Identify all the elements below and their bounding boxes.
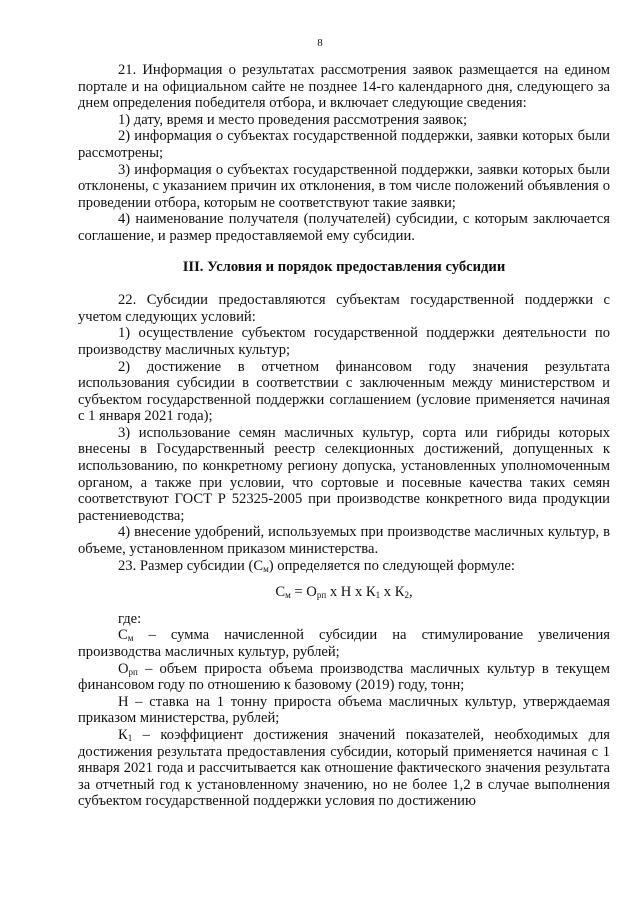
definition-cm: $С_м$ – сумма начисленной субсидии на стимулирование увеличения производства масличных культур, рублей; xyxy=(78,627,610,660)
section-heading: III. Условия и порядок предоставления субсидии xyxy=(182,258,506,275)
definition-orp: $О_{рп}$ – объем прироста объема производства масличных культур в текущем финансовом году по отношению к базовому (2019) году, тонн; xyxy=(78,660,610,694)
paragraph-21-item-3: 3) информация о субъектах государственной поддержки, заявки которых были отклонены, с указанием причин их отклонения, в том числе положений объявления о проведении отбора, которым не соответствуют такие заявки; xyxy=(78,161,610,211)
document-body xyxy=(78,62,610,810)
paragraph-22-item-4: 4) внесение удобрений, используемых при производстве масличных культур, в объеме, установленном приказом министерства. xyxy=(78,524,610,558)
paragraph-23-intro: 23. Размер субсидии $(С_м)$ определяется по следующей формуле: xyxy=(118,557,515,574)
subsidy-formula: $С_м = О_{рп}$ х Н х $К_1$ х $К_2$, xyxy=(275,584,413,601)
definition-k1: $К_1$ – коэффициент достижения значений показателей, необходимых для достижения результата предоставления субсидии, который применяется начиная с 1 января 2021 года и рассчитывается как отношение фактического значения результата за отчетный год к установленному значению, но не более 1,2 в случае выполнения субъектом государственной поддержки условия по достижению xyxy=(78,726,610,810)
paragraph-21-item-1: 1) дату, время и место проведения рассмотрения заявок; xyxy=(118,111,467,128)
paragraph-22-item-1: 1) осуществление субъектом государственной поддержки деятельности по производству масличных культур; xyxy=(78,325,610,358)
paragraph-22-item-3: 3) использование семян масличных культур, сорта или гибриды которых внесены в Государственный реестр селекционных достижений, допущенных к использованию, по конкретному региону допуска, установленных уполномоченным органом, а также при условии, что сортовые и посевные качества таких семян соответствуют ГОСТ Р 52325-2005 при производстве конкретного вида продукции растениеводства; xyxy=(78,424,610,524)
page-number: 8 xyxy=(317,37,323,49)
paragraph-21-item-2: 2) информация о субъектах государственной поддержки, заявки которых были рассмотрены; xyxy=(78,128,610,161)
where-label: где: xyxy=(118,610,142,627)
paragraph-21-item-4: 4) наименование получателя (получателей) субсидии, с которым заключается соглашение, и размер предоставляемой ему субсидии. xyxy=(78,211,610,244)
paragraph-22-intro: 22. Субсидии предоставляются субъектам государственной поддержки с учетом следующих условий: xyxy=(78,292,610,325)
paragraph-22-item-2: 2) достижение в отчетном финансовом году значения результата использования субсидии в соответствии с заключенным между министерством и субъектом государственной поддержки соглашением (условие применяется начиная с 1 января 2021 года); xyxy=(78,358,610,425)
definition-n: Н – ставка на 1 тонну прироста объема масличных культур, утверждаемая приказом министерства, рублей; xyxy=(78,693,610,727)
paragraph-21-intro: 21. Информация о результатах рассмотрения заявок размещается на едином портале и на официальном сайте не позднее 14-го календарного дня, следующего за днем определения победителя отбора, и включает следующие сведения: xyxy=(78,62,610,112)
